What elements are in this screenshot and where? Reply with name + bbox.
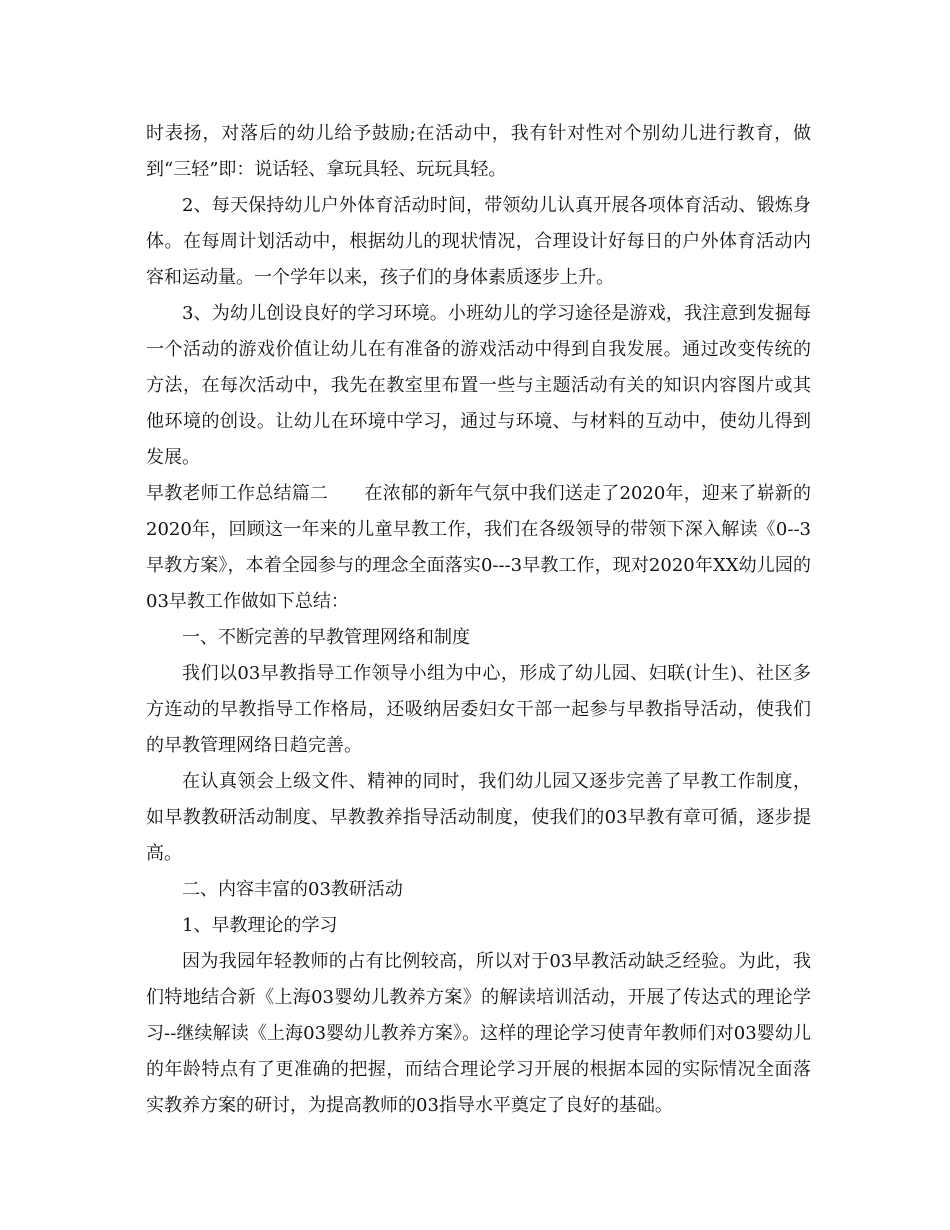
section-heading-teaching-research: 二、内容丰富的03教研活动 bbox=[182, 879, 403, 900]
paragraph-continuation: 时表扬，对落后的幼儿给予鼓励;在活动中，我有针对性对个别幼儿进行教育，做到“三轻”即：说话轻、拿玩具轻、玩玩具轻。 bbox=[146, 123, 811, 180]
subheading-theory-study: 1、早教理论的学习 bbox=[182, 915, 338, 936]
paragraph-theory-study: 因为我园年轻教师的占有比例较高，所以对于03早教活动缺乏经验。为此，我们特地结合新《上海03婴幼儿教养方案》的解读培训活动，开展了传达式的理论学习--继续解读《上海03婴幼儿教养方案》。这样的理论学习使青年教师们对03婴幼儿的年龄特点有了更准确的把握，而结合理论学习开展的根据本园的实际情况全面落实教养方案的研讨，为提高教师的03指导水平奠定了良好的基础。 bbox=[146, 951, 811, 1116]
paragraph-management-system: 在认真领会上级文件、精神的同时，我们幼儿园又逐步完善了早教工作制度，如早教教研活动制度、早教教养指导活动制度，使我们的03早教有章可循，逐步提高。 bbox=[146, 771, 811, 864]
section-heading-management: 一、不断完善的早教管理网络和制度 bbox=[182, 627, 470, 648]
paragraph-outdoor-activities: 2、每天保持幼儿户外体育活动时间，带领幼儿认真开展各项体育活动、锻炼身体。在每周计划活动中，根据幼儿的现状情况，合理设计好每日的户外体育活动内容和运动量。一个学年以来，孩子们的身体素质逐步上升。 bbox=[146, 195, 811, 288]
paragraph-learning-environment: 3、为幼儿创设良好的学习环境。小班幼儿的学习途径是游戏，我注意到发掘每一个活动的游戏价值让幼儿在有准备的游戏活动中得到自我发展。通过改变传统的方法，在每次活动中，我先在教室里布置一些与主题活动有关的知识内容图片或其他环境的创设。让幼儿在环境中学习，通过与环境、与材料的互动中，使幼儿得到发展。 bbox=[146, 303, 811, 468]
paragraph-summary-two-intro: 早教老师工作总结篇二 在浓郁的新年气氛中我们送走了2020年，迎来了崭新的2020年，回顾这一年来的儿童早教工作，我们在各级领导的带领下深入解读《0--3早教方案》，本着全园参与的理念全面落实0---3早教工作，现对2020年XX幼儿园的03早教工作做如下总结： bbox=[146, 483, 811, 612]
document-body bbox=[146, 116, 811, 1124]
paragraph-management-network: 我们以03早教指导工作领导小组为中心，形成了幼儿园、妇联(计生)、社区多方连动的早教指导工作格局，还吸纳居委妇女干部一起参与早教指导活动，使我们的早教管理网络日趋完善。 bbox=[146, 663, 811, 756]
